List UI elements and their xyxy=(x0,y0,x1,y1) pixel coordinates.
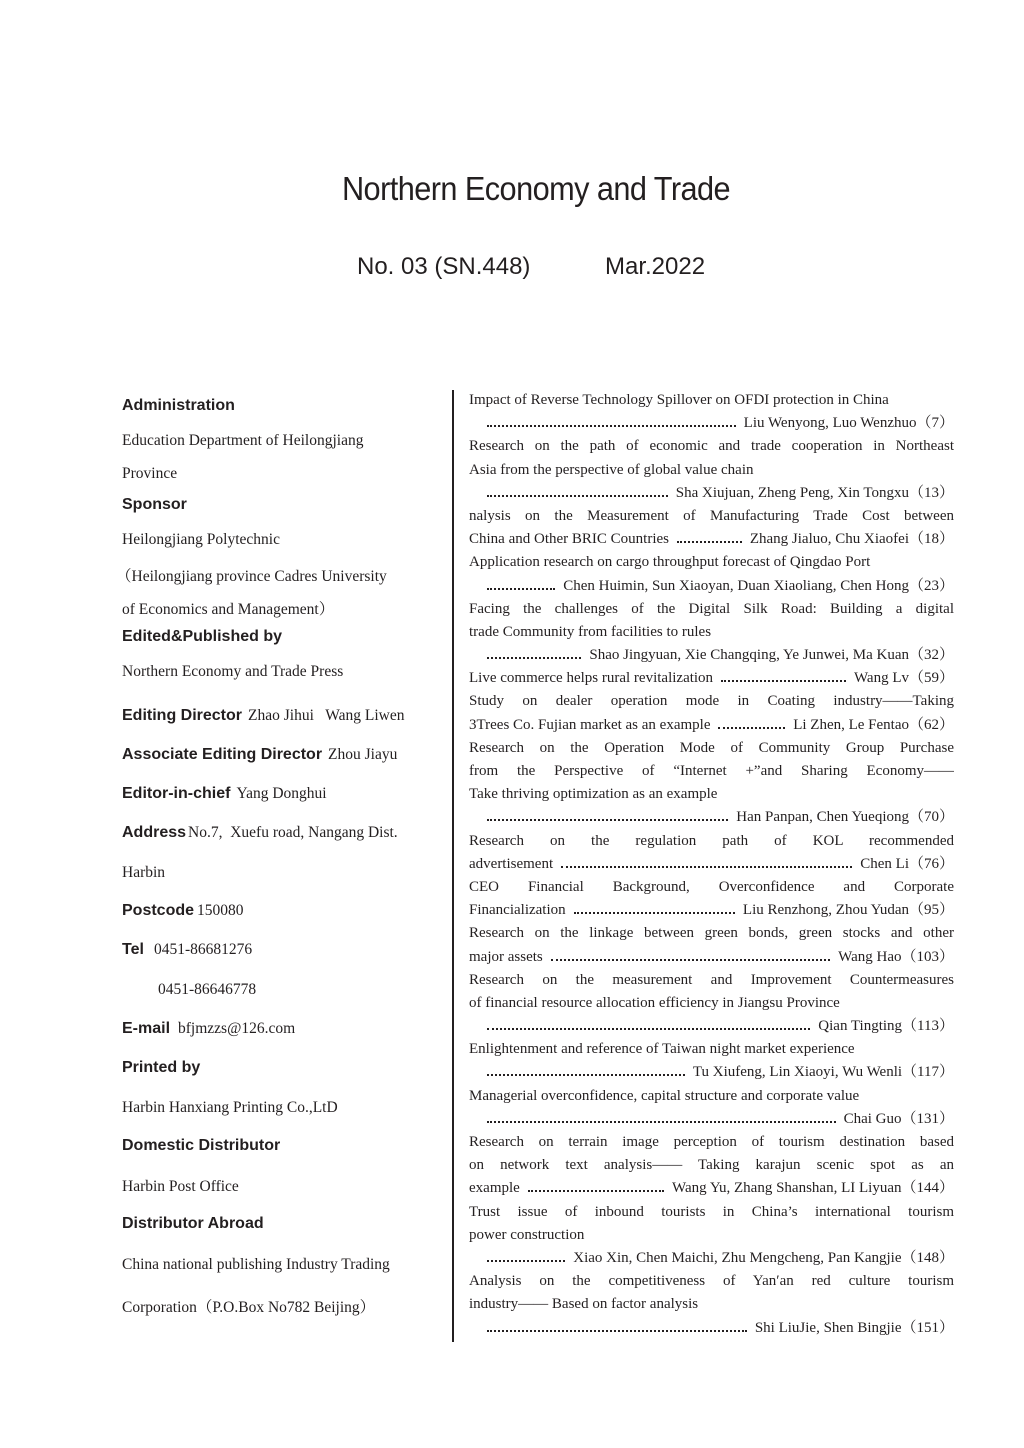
editing-director: Zhao Jihui Wang Liwen xyxy=(248,707,405,724)
domestic-distributor-label: Domestic Distributor xyxy=(122,1137,281,1154)
toc-entry[interactable] xyxy=(469,598,954,668)
printed-by-label: Printed by xyxy=(122,1059,201,1076)
toc-entry[interactable] xyxy=(469,667,954,690)
editor-in-chief: Yang Donghui xyxy=(236,785,327,802)
dot-leader xyxy=(487,588,555,590)
toc-authors-page: Chai Guo（131） xyxy=(843,1110,954,1127)
toc-authors-page: Qian Tingting（113） xyxy=(818,1018,954,1035)
toc-author-line xyxy=(469,853,954,876)
toc-title-line: Research on terrain image perception of tourism destination based xyxy=(469,1134,954,1150)
dot-leader xyxy=(487,1260,565,1262)
toc-title-line: Research on the measurement and Improvement Countermeasures xyxy=(469,971,954,988)
sponsor-line: （Heilongjiang province Cadres University xyxy=(116,568,387,585)
administration-label: Administration xyxy=(122,397,235,414)
toc-title-text: advertisement xyxy=(469,855,554,872)
toc-author-line xyxy=(469,946,954,969)
toc-title-line: Research on the Operation Mode of Community Group Purchase xyxy=(469,739,954,756)
toc-authors-page: Xiao Xin, Chen Maichi, Zhu Mengcheng, Pan Kangjie（148） xyxy=(573,1249,954,1266)
toc-author-line xyxy=(469,412,954,435)
toc-title-text: China and Other BRIC Countries xyxy=(469,531,669,548)
toc-entry[interactable] xyxy=(469,876,954,922)
address: No.7, Xuefu road, Nangang Dist. xyxy=(188,824,398,841)
toc-title-line: Facing the challenges of the Digital Silk Road: Building a digital xyxy=(469,600,954,617)
issue-number: No. 03 (SN.448) xyxy=(357,253,531,280)
email-label: E-mail xyxy=(122,1020,171,1037)
toc-entry[interactable] xyxy=(469,922,954,968)
editor-in-chief-label: Editor-in-chief xyxy=(122,785,231,802)
dot-leader xyxy=(561,866,852,868)
journal-title: Northern Economy and Trade xyxy=(341,170,731,207)
toc-author-line xyxy=(469,667,954,690)
toc-authors-page: Liu Renzhong, Zhou Yudan（95） xyxy=(742,902,954,919)
toc-authors-page: Shi LiuJie, Shen Bingjie（151） xyxy=(754,1319,954,1336)
toc-author-line xyxy=(469,1317,954,1340)
toc-authors-page: Tu Xiufeng, Lin Xiaoyi, Wu Wenli（117） xyxy=(692,1064,954,1081)
toc-title-line: Asia from the perspective of global value chain xyxy=(469,461,754,478)
domestic-distributor: Harbin Post Office xyxy=(122,1178,239,1195)
toc-entry[interactable] xyxy=(469,1270,954,1340)
toc-title-line: CEO Financial Background, Overconfidence and Corporate xyxy=(469,878,954,895)
toc-entry[interactable] xyxy=(469,830,954,876)
toc-author-line xyxy=(469,899,954,922)
publisher: Northern Economy and Trade Press xyxy=(122,663,344,680)
toc-authors-page: Wang Yu, Zhang Shanshan, LI Liyuan（144） xyxy=(672,1180,954,1197)
toc-author-line xyxy=(469,1177,954,1200)
printer: Harbin Hanxiang Printing Co.,LtD xyxy=(122,1099,338,1116)
toc-title-line: Research on the path of economic and trade cooperation in Northeast xyxy=(469,438,954,455)
toc-author-line xyxy=(469,482,954,505)
toc-entry[interactable] xyxy=(469,1131,954,1201)
toc-authors-page: Shao Jingyuan, Xie Changqing, Ye Junwei, Ma Kuan（32） xyxy=(589,647,954,664)
toc-author-line xyxy=(469,1015,954,1038)
dot-leader xyxy=(487,657,581,659)
toc-title-line: on network text analysis—— Taking karajun scenic spot as an xyxy=(469,1157,954,1174)
editing-director-label: Editing Director xyxy=(122,707,243,724)
toc-author-line xyxy=(469,806,954,829)
toc-authors-page: Sha Xiujuan, Zheng Peng, Xin Tongxu（13） xyxy=(675,484,954,501)
administration-line: Province xyxy=(122,465,178,482)
toc-title-text: example xyxy=(469,1180,520,1197)
toc-author-line xyxy=(469,528,954,551)
table-of-contents xyxy=(469,389,954,1340)
toc-title-line: of financial resource allocation efficiency in Jiangsu Province xyxy=(469,994,840,1011)
toc-entry[interactable] xyxy=(469,737,954,830)
toc-entry[interactable] xyxy=(469,551,954,597)
toc-authors-page: Chen Huimin, Sun Xiaoyan, Duan Xiaoliang, Chen Hong（23） xyxy=(563,577,954,594)
sponsor-label: Sponsor xyxy=(122,496,187,513)
dot-leader xyxy=(487,1028,810,1030)
administration-line: Education Department of Heilongjiang xyxy=(122,432,364,449)
dot-leader xyxy=(487,425,736,427)
toc-title-line: trade Community from facilities to rules xyxy=(469,623,712,640)
associate-director-label: Associate Editing Director xyxy=(122,746,323,763)
toc-author-line xyxy=(469,644,954,667)
toc-title-line: Research on the linkage between green bonds, green stocks and other xyxy=(469,925,954,942)
dot-leader xyxy=(551,959,830,961)
toc-title-line: Impact of Reverse Technology Spillover on OFDI protection in China xyxy=(469,392,889,408)
toc-title-line: Enlightenment and reference of Taiwan night market experience xyxy=(469,1041,855,1058)
distributor-abroad-line: China national publishing Industry Trading xyxy=(122,1256,390,1273)
toc-title-line: Take thriving optimization as an example xyxy=(469,786,718,803)
toc-authors-page: Wang Lv（59） xyxy=(853,670,954,687)
toc-entry[interactable] xyxy=(469,389,954,435)
toc-title-line: nalysis on the Measurement of Manufacturing Trade Cost between xyxy=(469,507,954,524)
toc-entry[interactable] xyxy=(469,1085,954,1131)
issue-date: Mar.2022 xyxy=(605,253,706,280)
dot-leader xyxy=(487,1121,836,1123)
toc-author-line xyxy=(469,1247,954,1270)
toc-title-line: Analysis on the competitiveness of Yan′an red culture tourism xyxy=(469,1273,954,1290)
dot-leader xyxy=(677,541,742,543)
toc-author-line xyxy=(469,1061,954,1084)
toc-authors-page: Liu Wenyong, Luo Wenzhuo（7） xyxy=(743,415,954,432)
toc-entry[interactable] xyxy=(469,505,954,551)
toc-entry[interactable] xyxy=(469,690,954,736)
toc-entry[interactable] xyxy=(469,435,954,505)
email[interactable]: bfjmzzs@126.com xyxy=(178,1020,296,1037)
dot-leader xyxy=(528,1190,664,1192)
dot-leader xyxy=(721,680,846,682)
tel-label: Tel xyxy=(122,941,144,958)
toc-title-text: 3Trees Co. Fujian market as an example xyxy=(469,716,711,733)
toc-authors-page: Zhang Jialuo, Chu Xiaofei（18） xyxy=(749,531,954,548)
dot-leader xyxy=(718,727,785,729)
toc-title-line: Study on dealer operation mode in Coating industry——Taking xyxy=(469,693,954,710)
dot-leader xyxy=(487,1074,685,1076)
tel-1: 0451-86681276 xyxy=(153,941,253,958)
dot-leader xyxy=(487,819,728,821)
address-city: Harbin xyxy=(122,864,166,881)
toc-author-line xyxy=(469,714,954,737)
address-label: Address xyxy=(122,824,187,841)
toc-authors-page: Li Zhen, Le Fentao（62） xyxy=(793,716,954,733)
toc-authors-page: Chen Li（76） xyxy=(860,855,954,872)
toc-title-text: major assets xyxy=(469,948,543,965)
publisher-label: Edited&Published by xyxy=(122,628,283,645)
tel-2: 0451-86646778 xyxy=(158,981,257,998)
sponsor-line: Heilongjiang Polytechnic xyxy=(122,531,280,548)
column-divider xyxy=(452,390,454,1342)
postcode: 150080 xyxy=(197,902,244,919)
toc-title-line: Research on the regulation path of KOL recommended xyxy=(469,832,954,849)
dot-leader xyxy=(487,495,668,497)
postcode-label: Postcode xyxy=(122,902,195,919)
toc-author-line xyxy=(469,575,954,598)
dot-leader xyxy=(574,912,735,914)
toc-entry[interactable] xyxy=(469,1038,954,1084)
toc-title-line: Application research on cargo throughput forecast of Qingdao Port xyxy=(469,554,871,571)
distributor-abroad-line: Corporation（P.O.Box No782 Beijing） xyxy=(122,1299,376,1316)
sponsor-line: of Economics and Management） xyxy=(122,601,335,618)
toc-entry[interactable] xyxy=(469,1201,954,1271)
dot-leader xyxy=(487,1330,747,1332)
associate-director: Zhou Jiayu xyxy=(328,746,398,763)
toc-authors-page: Han Panpan, Chen Yueqiong（70） xyxy=(736,809,954,826)
toc-title-line: from the Perspective of “Internet +”and Sharing Economy—— xyxy=(469,763,954,779)
toc-title-line: industry—— Based on factor analysis xyxy=(469,1296,699,1313)
toc-title-text: Live commerce helps rural revitalization xyxy=(469,670,714,687)
toc-title-text: Financialization xyxy=(469,902,566,919)
toc-entry[interactable] xyxy=(469,969,954,1039)
toc-author-line xyxy=(469,1108,954,1131)
toc-title-line: Managerial overconfidence, capital structure and corporate value xyxy=(469,1087,860,1104)
toc-title-line: Trust issue of inbound tourists in China’s international tourism xyxy=(469,1203,954,1220)
toc-title-line: power construction xyxy=(469,1226,585,1243)
distributor-abroad-label: Distributor Abroad xyxy=(122,1215,264,1232)
toc-authors-page: Wang Hao（103） xyxy=(838,948,954,965)
